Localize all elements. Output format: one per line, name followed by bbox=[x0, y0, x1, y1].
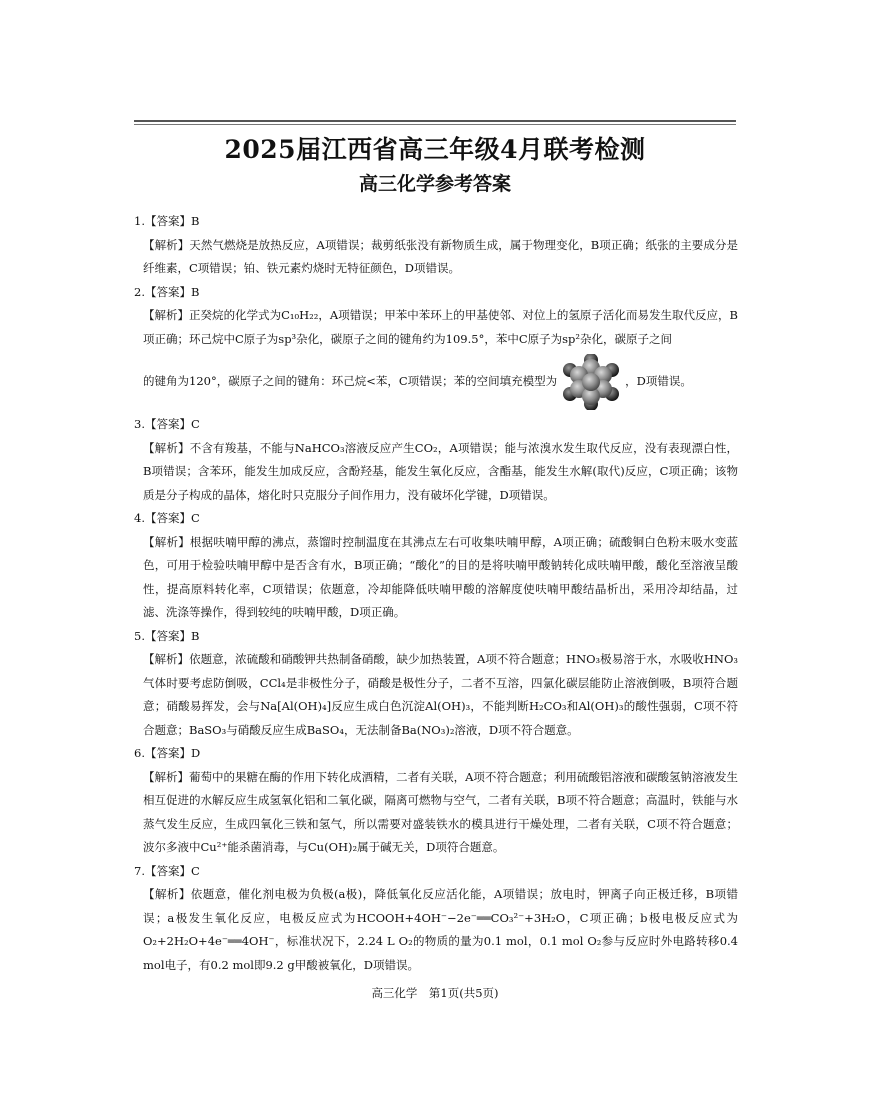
answer-key-body bbox=[134, 210, 738, 977]
answer-line: 7.【答案】C bbox=[134, 863, 200, 878]
question-5 bbox=[134, 625, 738, 743]
question-2 bbox=[134, 281, 738, 414]
explanation-part: 【解析】正癸烷的化学式为C₁₀H₂₂，A项错误；甲苯中苯环上的甲基使邻、对位上的氢原子活化而易发生取代反应，B项正确；环己烷中C原子为sp³杂化，碳原子之间的键角约为109.5°，苯中C原子为sp²杂化，碳原子之间 bbox=[143, 308, 738, 346]
page-subtitle: 高三化学参考答案 bbox=[358, 173, 511, 195]
answer-line: 3.【答案】C bbox=[134, 417, 200, 431]
page-footer: 高三化学 第1页(共5页) bbox=[371, 986, 499, 1000]
header-rule-thin bbox=[134, 124, 736, 125]
explanation-molecule-line bbox=[134, 351, 738, 413]
explanation-part: ，D项错误。 bbox=[625, 374, 692, 389]
answer-line: 6.【答案】D bbox=[134, 746, 201, 760]
answer-line: 1.【答案】B bbox=[134, 214, 200, 228]
question-7 bbox=[134, 860, 738, 978]
benzene-space-filling-model-image bbox=[561, 354, 621, 410]
question-6 bbox=[134, 742, 738, 860]
question-4 bbox=[134, 507, 738, 625]
explanation-text: 【解析】根据呋喃甲醇的沸点，蒸馏时控制温度在其沸点左右可收集呋喃甲醇，A项正确；硫酸铜白色粉末吸水变蓝色，可用于检验呋喃甲醇中是否含有水，B项正确；“酸化”的目的是将呋喃甲酸钠转化成呋喃甲酸，酸化至溶液呈酸性，提高原料转化率，C项错误；依题意，冷却能降低呋喃甲酸的溶解度使呋喃甲酸结晶析出，采用冷却结晶，过滤、洗涤等操作，得到较纯的呋喃甲酸，D项正确。 bbox=[143, 534, 738, 619]
header-rule bbox=[134, 120, 736, 122]
explanation-part: 的键角为120°，碳原子之间的键角：环己烷<苯，C项错误；苯的空间填充模型为 bbox=[143, 374, 558, 389]
question-1 bbox=[134, 210, 738, 281]
answer-line: 5.【答案】B bbox=[134, 628, 200, 643]
explanation-text: 【解析】天然气燃烧是放热反应，A项错误；裁剪纸张没有新物质生成，属于物理变化，B项正确；纸张的主要成分是纤维素，C项错误；铂、铁元素灼烧时无特征颜色，D项错误。 bbox=[143, 237, 738, 275]
answer-line: 4.【答案】C bbox=[134, 511, 200, 525]
explanation-text: 【解析】不含有羧基，不能与NaHCO₃溶液反应产生CO₂，A项错误；能与浓溴水发生取代反应，没有表现漂白性，B项错误；含苯环，能发生加成反应，含酚羟基，能发生氧化反应，含酯基，能发生水解(取代)反应，C项正确；该物质是分子构成的晶体，熔化时只克服分子间作用力，没有破坏化学键，D项错误。 bbox=[143, 440, 738, 502]
question-3 bbox=[134, 413, 738, 507]
explanation-text: 【解析】葡萄中的果糖在酶的作用下转化成酒精，二者有关联，A项不符合题意；利用硫酸铝溶液和碳酸氢钠溶液发生相互促进的水解反应生成氢氧化铝和二氧化碳，隔离可燃物与空气，二者有关联，B项不符合题意；高温时，铁能与水蒸气发生反应，生成四氧化三铁和氢气，所以需要对盛装铁水的模具进行干燥处理，二者有关联，C项不符合题意；波尔多液中Cu²⁺能杀菌消毒，与Cu(OH)₂属于碱无关，D项符合题意。 bbox=[143, 769, 738, 854]
page-title: 2025届江西省高三年级4月联考检测 bbox=[224, 135, 646, 164]
explanation-text: 【解析】依题意，催化剂电极为负极(a极)，降低氧化反应活化能，A项错误；放电时，钾离子向正极迁移，B项错误；a极发生氧化反应，电极反应式为HCOOH+4OH⁻−2e⁻══CO₃²⁻+3H₂O，C项正确；b极电极反应式为O₂+2H₂O+4e⁻══4OH⁻，标准状况下，2.24 L O₂的物质的量为0.1 mol，0.1 mol O₂参与反应时外电路转移0.4 mol电子，有0.2 mol即9.2 g甲酸被氧化，D项错误。 bbox=[143, 887, 738, 972]
answer-line: 2.【答案】B bbox=[134, 284, 200, 299]
explanation-text: 【解析】依题意，浓硫酸和硝酸钾共热制备硝酸，缺少加热装置，A项不符合题意；HNO₃极易溶于水，水吸收HNO₃气体时要考虑防倒吸，CCl₄是非极性分子，硝酸是极性分子，二者不互溶，四氯化碳层能防止溶液倒吸，B项符合题意；硝酸易挥发，会与Na[Al(OH)₄]反应生成白色沉淀Al(OH)₃，不能判断H₂CO₃和Al(OH)₃的酸性强弱，C项不符合题意；BaSO₃与硝酸反应生成BaSO₄，无法制备Ba(NO₃)₂溶液，D项不符合题意。 bbox=[143, 652, 738, 737]
explanation-text bbox=[134, 304, 738, 351]
